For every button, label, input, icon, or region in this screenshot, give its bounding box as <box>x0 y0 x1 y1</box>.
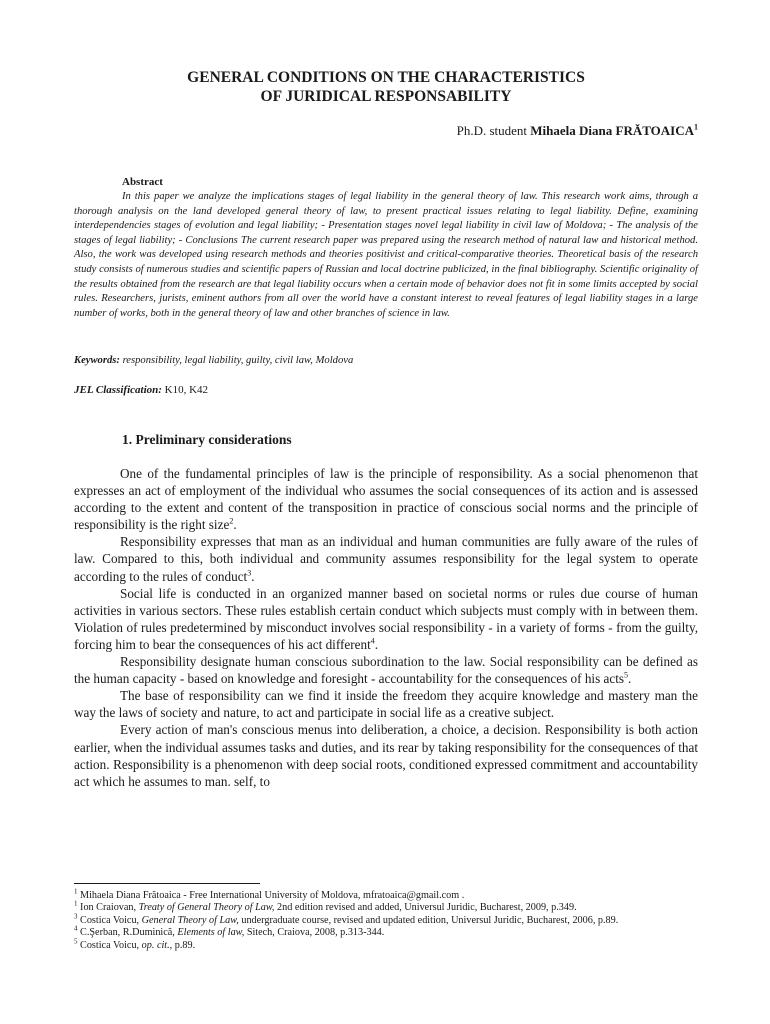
footnote: $^1$ Mihaela Diana Frătoaica - Free International University of Moldova, mfratoaica@gmail.com . <box>74 887 465 901</box>
paragraph: Responsibility expresses that man as an individual and human communities are fully aware of the rules of law. Compared to this, both individual and community assumes responsibility for the legal system to operate according to the rules of conduct$^3$. <box>74 534 698 584</box>
section-heading: 1. Preliminary considerations <box>122 432 292 447</box>
abstract-text: In this paper we analyze the implications stages of legal liability in the general theory of law. This research work aims, through a thorough analysis on the land developed general theory of law, to present practical issues relating to legal liability. Define, examining interdependencies stages of evolution and legal liability; - Presentation stages novel legal liability in civil law of Moldova; - The analysis of the stages of legal liability; - Conclusions The current research paper was prepared using the research method of natural law and historical method. Also, the work was developed using research methods and theories positivist and critical-comparative theories. Theoretical basis of the research study consists of numerous studies and scientific papers of Russian and local doctrine publicized, in the final bibliography. Scientific originality of the results obtained from the research are that legal liability occurs when a certain mode of behavior does not fit in some limits accepted by social rules. Researchers, jurists, eminent authors from all over the world have a constant interest to reveal features of legal liability stages in a large number of works, both in the general theory of law and other branches of science in law. <box>74 191 698 319</box>
keywords <box>74 355 698 366</box>
jel-classification <box>74 384 698 396</box>
footnote-ref[interactable]: 5 <box>624 670 629 680</box>
paragraph: The base of responsibility can we find it inside the freedom they acquire knowledge and mastery man the way the laws of society and nature, to act and participate in social life as a creative subject. <box>74 688 698 721</box>
paragraph: Every action of man's conscious menus into deliberation, a choice, a decision. Responsibility is both action earlier, when the individual assumes tasks and duties, and its rear by taking responsibility for the consequences of that action. Responsibility is a phenomenon with deep social roots, conditioned expressed commitment and accountability act which he assumes to man. self, to <box>74 722 698 789</box>
author-line <box>457 123 698 139</box>
body-text <box>74 465 698 790</box>
jel-label: JEL Classification: <box>74 384 162 396</box>
keywords-label: Keywords: <box>74 355 120 366</box>
footnote: $^3$ Costica Voicu, General Theory of Law, undergraduate course, revised and updated edition, Universul Juridic, Bucharest, 2006, p.89. <box>74 912 619 926</box>
footnotes <box>74 887 734 952</box>
footnote-ref[interactable]: 2 <box>229 516 234 526</box>
footnote-ref[interactable]: 3 <box>247 568 252 578</box>
paragraph: Responsibility designate human conscious subordination to the law. Social responsibility can be defined as the human capacity - based on knowledge and foresight - accountability for the consequences of his acts$^5$. <box>74 654 698 687</box>
abstract-heading: Abstract <box>122 176 163 188</box>
author-prefix: Ph.D. student <box>456 123 528 138</box>
footnote: $^1$ Ion Craiovan, Treaty of General Theory of Law, 2nd edition revised and added, Universul Juridic, Bucharest, 2009, p.349. <box>74 900 577 914</box>
paragraph: Social life is conducted in an organized manner based on societal norms or rules due course of human activities in various sectors. These rules establish certain conduct which subjects must comply with in between them. Violation of rules predetermined by misconduct involves social responsibility - in a variety of forms - from the guilty, forcing him to bear the consequences of his act different$^4$. <box>74 585 698 652</box>
paragraph: One of the fundamental principles of law is the principle of responsibility. As a social phenomenon that expresses an act of employment of the individual who assumes the social consequences of its action and is assessed according to the extent and content of the transposition in practice of conscious social norms and the principle of responsibility is the right size$^2$. <box>74 466 698 533</box>
footnote-ref[interactable]: 4 <box>370 636 375 646</box>
paper-title <box>74 68 698 106</box>
keywords-value: responsibility, legal liability, guilty, civil law, Moldova <box>122 355 354 366</box>
title-line-2: OF JURIDICAL RESPONSABILITY <box>260 88 512 105</box>
footnote-divider <box>74 883 260 884</box>
author-footnote-ref[interactable]: 1 <box>694 122 698 132</box>
title-line-1: GENERAL CONDITIONS ON THE CHARACTERISTICS <box>187 69 585 86</box>
author-name: Mihaela Diana FRĂTOAICA <box>530 123 694 138</box>
jel-value: K10, K42 <box>164 384 209 396</box>
footnote: $^5$ Costica Voicu, op. cit., p.89. <box>74 937 196 951</box>
footnote: $^4$ C.Şerban, R.Duminică, Elements of law, Sitech, Craiova, 2008, p.313-344. <box>74 924 385 939</box>
